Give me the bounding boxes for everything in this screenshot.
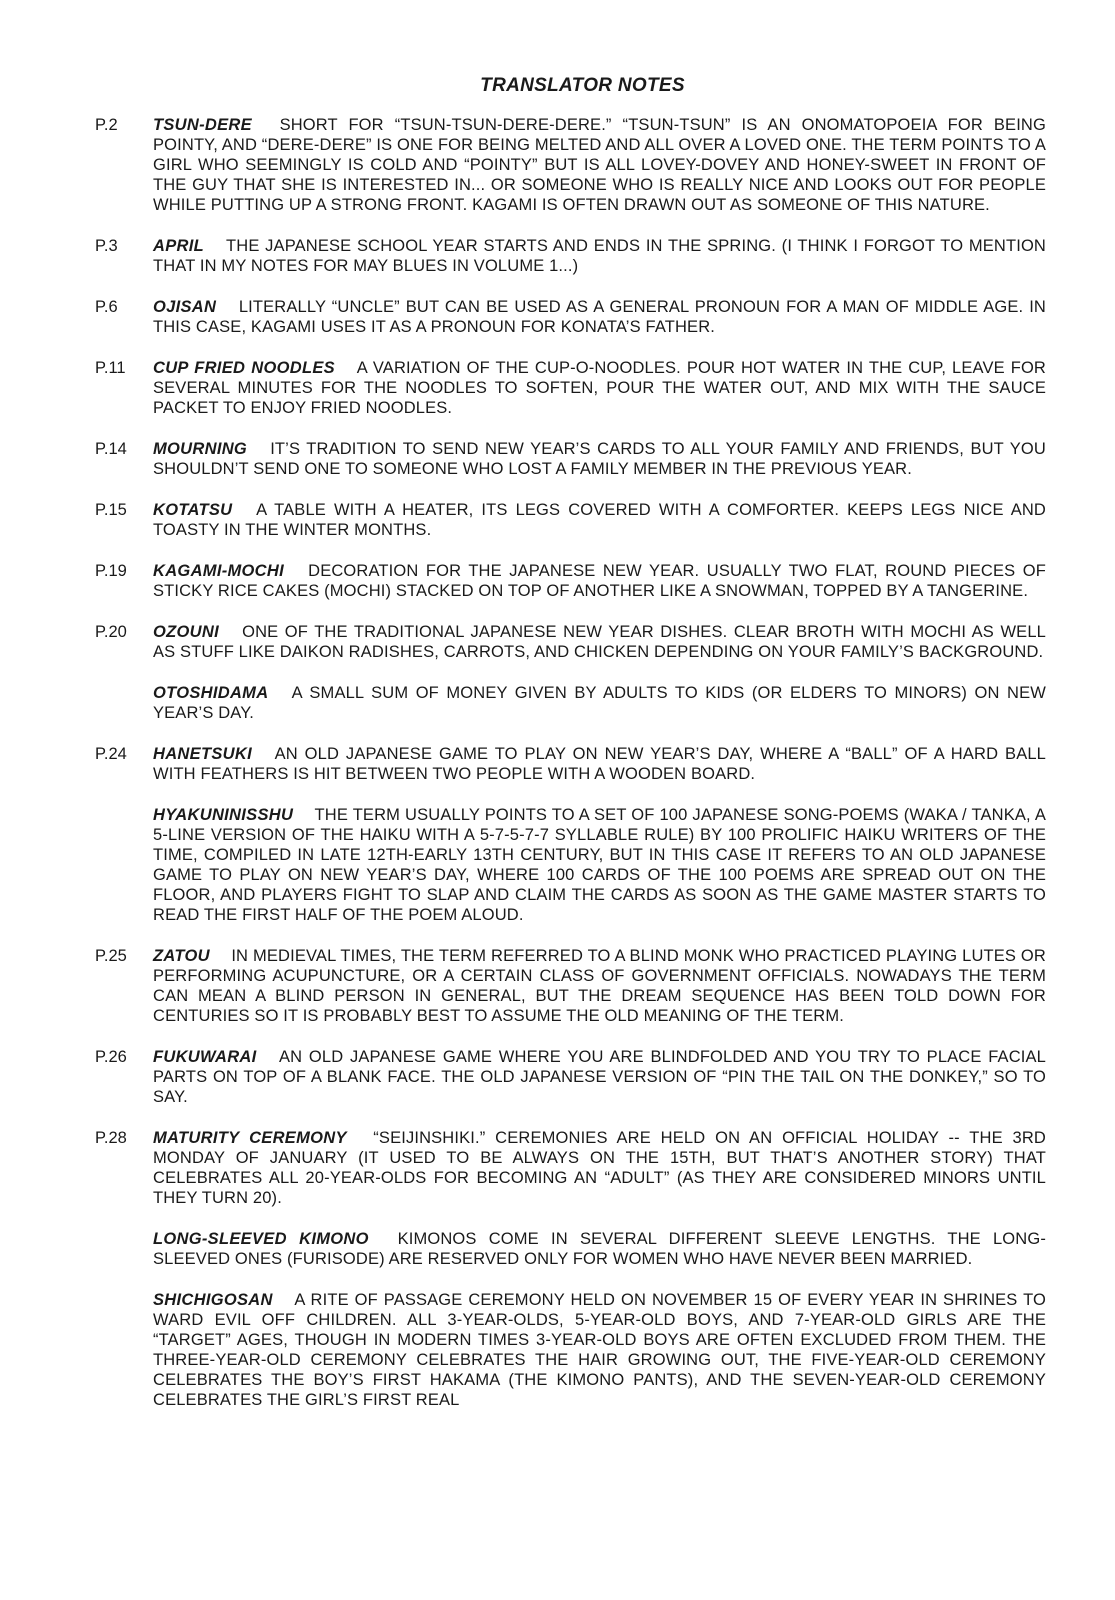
note-term: KOTATSU xyxy=(153,501,233,519)
note-term: LONG-SLEEVED KIMONO xyxy=(153,1230,369,1248)
note-page-ref: P.20 xyxy=(95,623,127,641)
note-entry xyxy=(0,683,1115,723)
note-entry xyxy=(0,744,1115,784)
note-term: HYAKUNINISSHU xyxy=(153,806,294,824)
note-definition: SHORT FOR “TSUN-TSUN-DERE-DERE.” “TSUN-TSUN” IS AN ONOMATOPOEIA FOR BEING POINTY, AND “DERE-DERE” IS ONE FOR BEING MELTED AND ALL OVER A LOVED ONE. THE TERM POINTS TO A GIRL WHO SEEMINGLY IS COLD AND “POINTY” BUT IS ALL LOVEY-DOVEY AND HONEY-SWEET IN FRONT OF THE GUY THAT SHE IS INTERESTED IN... OR SOMEONE WHO IS REALLY NICE AND LOOKS OUT FOR PEOPLE WHILE PUTTING UP A STRONG FRONT. KAGAMI IS OFTEN DRAWN OUT AS SOMEONE OF THIS NATURE. xyxy=(153,116,1046,214)
note-body xyxy=(153,744,1046,784)
note-body xyxy=(153,683,1046,723)
note-page-ref: P.14 xyxy=(95,440,127,458)
note-entry xyxy=(0,1128,1115,1208)
note-term: FUKUWARAI xyxy=(153,1048,257,1066)
note-definition: IN MEDIEVAL TIMES, THE TERM REFERRED TO A BLIND MONK WHO PRACTICED PLAYING LUTES OR PERFORMING ACUPUNCTURE, OR A CERTAIN CLASS OF GOVERNMENT OFFICIALS. NOWADAYS THE TERM CAN MEAN A BLIND PERSON IN GENERAL, BUT THE DREAM SEQUENCE HAS BEEN TOLD DOWN FOR CENTURIES SO IT IS PROBABLY BEST TO ASSUME THE OLD MEANING OF THE TERM. xyxy=(153,947,1046,1025)
note-body xyxy=(153,1047,1046,1107)
note-body xyxy=(153,439,1046,479)
note-body xyxy=(153,358,1046,418)
note-definition: IT’S TRADITION TO SEND NEW YEAR’S CARDS TO ALL YOUR FAMILY AND FRIENDS, BUT YOU SHOULDN’T SEND ONE TO SOMEONE WHO LOST A FAMILY MEMBER IN THE PREVIOUS YEAR. xyxy=(153,440,1046,478)
note-entry xyxy=(0,946,1115,1026)
note-body xyxy=(153,561,1046,601)
note-definition: A SMALL SUM OF MONEY GIVEN BY ADULTS TO KIDS (OR ELDERS TO MINORS) ON NEW YEAR’S DAY. xyxy=(153,684,1046,722)
note-entry xyxy=(0,439,1115,479)
note-term: OZOUNI xyxy=(153,623,219,641)
note-entry xyxy=(0,1047,1115,1107)
note-definition: THE JAPANESE SCHOOL YEAR STARTS AND ENDS IN THE SPRING. (I THINK I FORGOT TO MENTION THAT IN MY NOTES FOR MAY BLUES IN VOLUME 1...) xyxy=(153,237,1046,275)
note-term: OTOSHIDAMA xyxy=(153,684,269,702)
note-page-ref: P.19 xyxy=(95,562,127,580)
note-definition: “SEIJINSHIKI.” CEREMONIES ARE HELD ON AN OFFICIAL HOLIDAY -- THE 3RD MONDAY OF JANUARY (IT USED TO BE ALWAYS ON THE 15TH, BUT THAT’S ANOTHER STORY) THAT CELEBRATES ALL 20-YEAR-OLDS FOR BECOMING AN “ADULT” (AS THEY ARE CONSIDERED MINORS UNTIL THEY TURN 20). xyxy=(153,1129,1046,1207)
note-term: TSUN-DERE xyxy=(153,116,252,134)
note-definition: A VARIATION OF THE CUP-O-NOODLES. POUR HOT WATER IN THE CUP, LEAVE FOR SEVERAL MINUTES FOR THE NOODLES TO SOFTEN, POUR THE WATER OUT, AND MIX WITH THE SAUCE PACKET TO ENJOY FRIED NOODLES. xyxy=(153,359,1046,417)
note-body xyxy=(153,946,1046,1026)
note-entry xyxy=(0,622,1115,662)
note-term: MOURNING xyxy=(153,440,248,458)
note-body xyxy=(153,236,1046,276)
notes-list xyxy=(0,115,1115,1431)
note-definition: A TABLE WITH A HEATER, ITS LEGS COVERED WITH A COMFORTER. KEEPS LEGS NICE AND TOASTY IN THE WINTER MONTHS. xyxy=(153,501,1046,539)
note-page-ref: P.26 xyxy=(95,1048,127,1066)
note-entry xyxy=(0,297,1115,337)
note-entry xyxy=(0,500,1115,540)
note-body xyxy=(153,297,1046,337)
note-definition: KIMONOS COME IN SEVERAL DIFFERENT SLEEVE LENGTHS. THE LONG-SLEEVED ONES (FURISODE) ARE RESERVED ONLY FOR WOMEN WHO HAVE NEVER BEEN MARRIED. xyxy=(153,1230,1046,1268)
note-term: CUP FRIED NOODLES xyxy=(153,359,335,377)
note-body xyxy=(153,622,1046,662)
note-entry xyxy=(0,358,1115,418)
note-entry xyxy=(0,805,1115,925)
note-page-ref: P.3 xyxy=(95,237,118,255)
note-definition: DECORATION FOR THE JAPANESE NEW YEAR. USUALLY TWO FLAT, ROUND PIECES OF STICKY RICE CAKES (MOCHI) STACKED ON TOP OF ANOTHER LIKE A SNOWMAN, TOPPED BY A TANGERINE. xyxy=(153,562,1046,600)
note-entry xyxy=(0,115,1115,215)
note-definition: AN OLD JAPANESE GAME TO PLAY ON NEW YEAR’S DAY, WHERE A “BALL” OF A HARD BALL WITH FEATHERS IS HIT BETWEEN TWO PEOPLE WITH A WOODEN BOARD. xyxy=(153,745,1046,783)
note-entry xyxy=(0,1229,1115,1269)
note-term: SHICHIGOSAN xyxy=(153,1291,273,1309)
note-page-ref: P.11 xyxy=(95,359,126,377)
note-page-ref: P.2 xyxy=(95,116,118,134)
note-page-ref: P.15 xyxy=(95,501,127,519)
note-definition: A RITE OF PASSAGE CEREMONY HELD ON NOVEMBER 15 OF EVERY YEAR IN SHRINES TO WARD EVIL OFF CHILDREN. ALL 3-YEAR-OLDS, 5-YEAR-OLD BOYS, AND 7-YEAR-OLD GIRLS ARE THE “TARGET” AGES, THOUGH IN MODERN TIMES 3-YEAR-OLD BOYS ARE OFTEN EXCLUDED FROM THEM. THE THREE-YEAR-OLD CEREMONY CELEBRATES THE HAIR GROWING OUT, THE FIVE-YEAR-OLD CEREMONY CELEBRATES THE BOY’S FIRST HAKAMA (THE KIMONO PANTS), AND THE SEVEN-YEAR-OLD CEREMONY CELEBRATES THE GIRL’S FIRST REAL xyxy=(153,1291,1046,1409)
note-term: ZATOU xyxy=(153,947,210,965)
note-page-ref: P.28 xyxy=(95,1129,127,1147)
note-term: MATURITY CEREMONY xyxy=(153,1129,347,1147)
note-entry xyxy=(0,561,1115,601)
note-body xyxy=(153,805,1046,925)
note-body xyxy=(153,1290,1046,1410)
note-term: OJISAN xyxy=(153,298,217,316)
note-body xyxy=(153,115,1046,215)
note-definition: THE TERM USUALLY POINTS TO A SET OF 100 JAPANESE SONG-POEMS (WAKA / TANKA, A 5-LINE VERSION OF THE HAIKU WITH A 5-7-5-7-7 SYLLABLE RULE) BY 100 PROLIFIC HAIKU WRITERS OF THE TIME, COMPILED IN LATE 12TH-EARLY 13TH CENTURY, BUT IN THIS CASE IT REFERS TO AN OLD JAPANESE GAME TO PLAY ON NEW YEAR’S DAY, WHERE 100 CARDS OF THE 100 POEMS ARE SPREAD OUT ON THE FLOOR, AND PLAYERS FIGHT TO SLAP AND CLAIM THE CARDS AS SOON AS THE GAME MASTER STARTS TO READ THE FIRST HALF OF THE POEM ALOUD. xyxy=(153,806,1046,924)
note-definition: AN OLD JAPANESE GAME WHERE YOU ARE BLINDFOLDED AND YOU TRY TO PLACE FACIAL PARTS ON TOP OF A BLANK FACE. THE OLD JAPANESE VERSION OF “PIN THE TAIL ON THE DONKEY,” SO TO SAY. xyxy=(153,1048,1046,1106)
note-page-ref: P.25 xyxy=(95,947,127,965)
note-page-ref: P.24 xyxy=(95,745,127,763)
note-body xyxy=(153,500,1046,540)
note-page-ref: P.6 xyxy=(95,298,118,316)
note-definition: LITERALLY “UNCLE” BUT CAN BE USED AS A GENERAL PRONOUN FOR A MAN OF MIDDLE AGE. IN THIS CASE, KAGAMI USES IT AS A PRONOUN FOR KONATA’S FATHER. xyxy=(153,298,1046,336)
note-term: KAGAMI-MOCHI xyxy=(153,562,284,580)
note-entry xyxy=(0,236,1115,276)
note-term: HANETSUKI xyxy=(153,745,252,763)
note-body xyxy=(153,1128,1046,1208)
note-entry xyxy=(0,1290,1115,1410)
note-body xyxy=(153,1229,1046,1269)
page-title: TRANSLATOR NOTES xyxy=(480,75,685,96)
note-term: APRIL xyxy=(153,237,204,255)
note-definition: ONE OF THE TRADITIONAL JAPANESE NEW YEAR DISHES. CLEAR BROTH WITH MOCHI AS WELL AS STUFF LIKE DAIKON RADISHES, CARROTS, AND CHICKEN DEPENDING ON YOUR FAMILY’S BACKGROUND. xyxy=(153,623,1046,661)
